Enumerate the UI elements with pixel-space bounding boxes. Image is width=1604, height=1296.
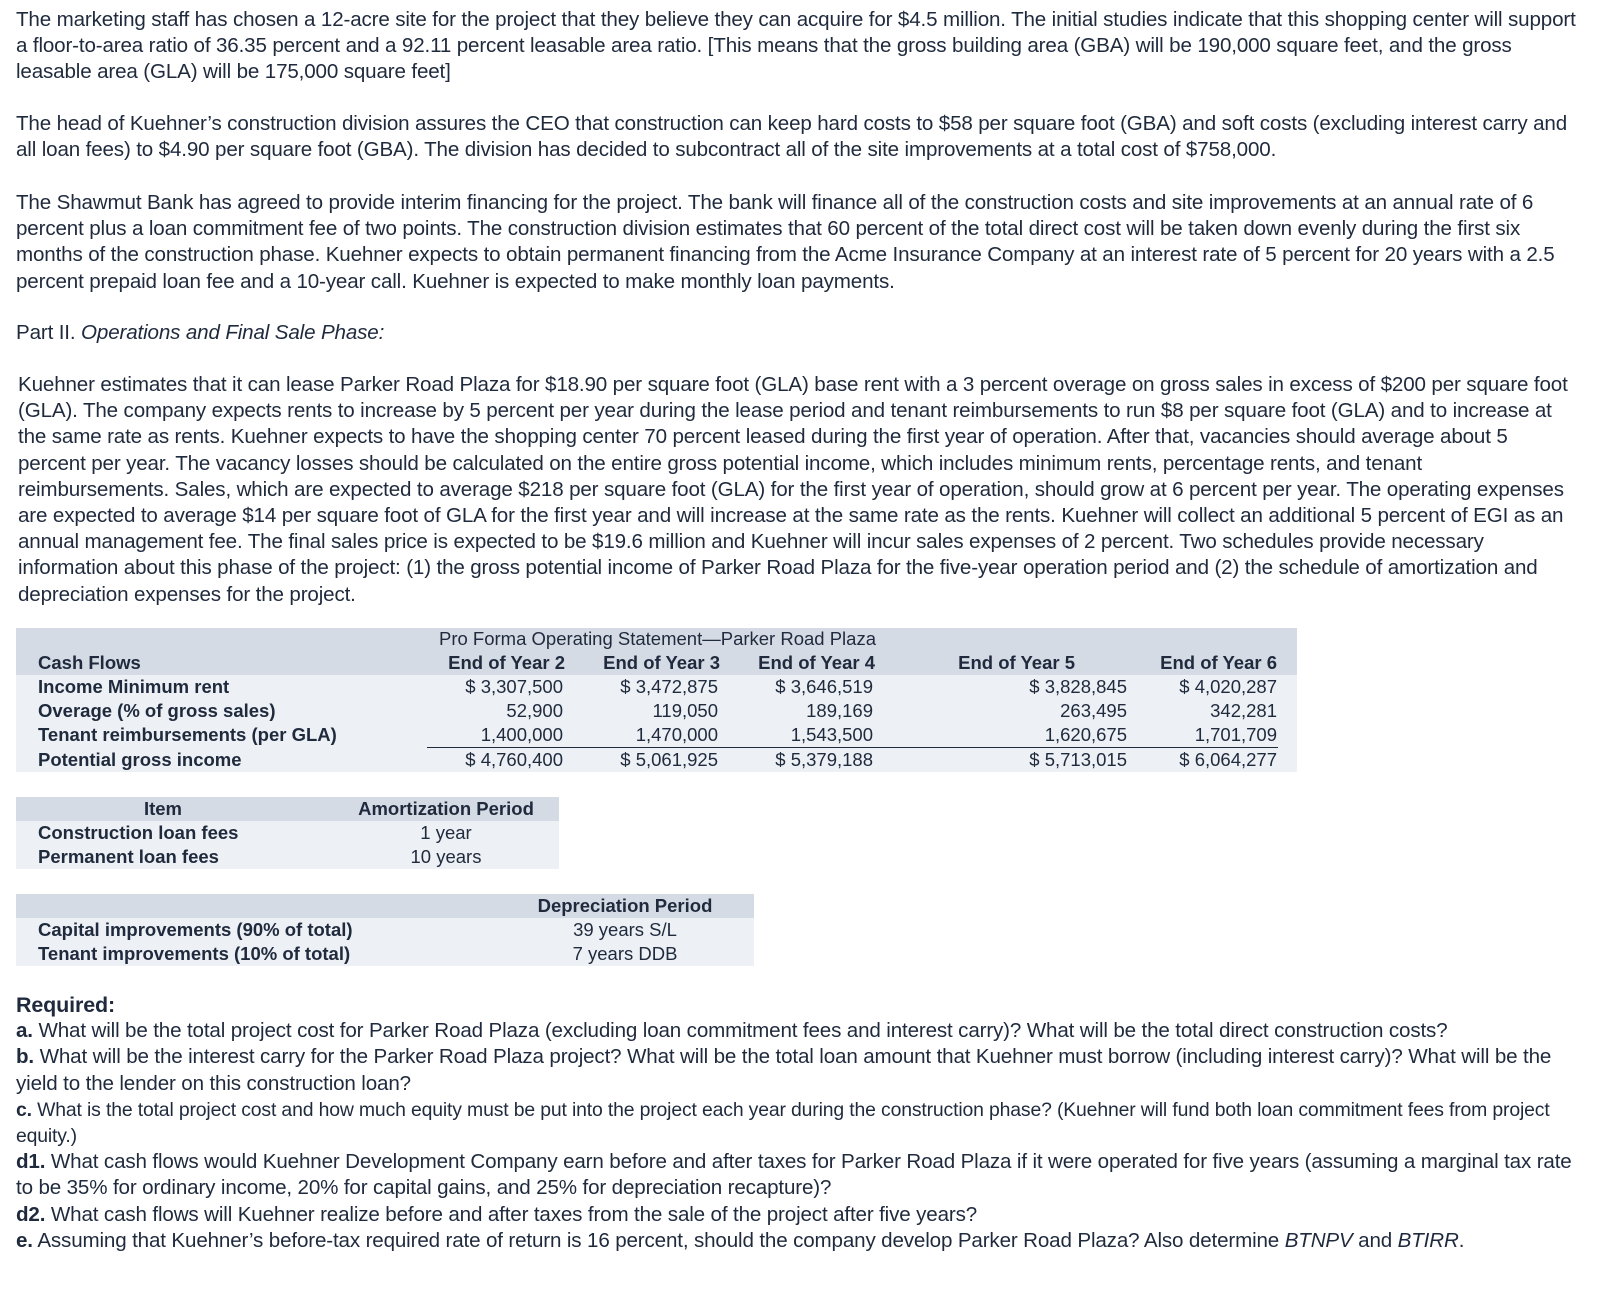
depreciation-row-value: 39 years S/L	[573, 919, 677, 940]
proforma-cell: 1,620,675	[1044, 724, 1127, 745]
required-item-e: e. Assuming that Kuehner’s before-tax required rate of return is 16 percent, should the company develop Parker Road Plaza? Also determine BTNPV and BTIRR.	[16, 1228, 1465, 1252]
proforma-col-header: End of Year 5	[958, 652, 1075, 673]
required-item-c: c. What is the total project cost and how much equity must be put into the project each year during the construction phase? (Kuehner will fund both loan commitment fees from project equity.)	[16, 1098, 1550, 1148]
amortization-row-label: Construction loan fees	[38, 822, 239, 843]
proforma-cell: $ 5,379,188	[775, 749, 873, 770]
proforma-cell: $ 3,646,519	[775, 676, 873, 697]
proforma-cell: $ 6,064,277	[1179, 749, 1277, 770]
section-heading-title: Operations and Final Sale Phase:	[81, 321, 385, 344]
proforma-title: Pro Forma Operating Statement—Parker Road Plaza	[439, 628, 876, 649]
total-rule	[427, 747, 1278, 748]
proforma-row-header: Cash Flows	[38, 652, 141, 673]
required-item-b: b. What will be the interest carry for the Parker Road Plaza project? What will be the total loan amount that Kuehner must borrow (including interest carry)? What will be the yield to the lender on this construction loan?	[16, 1045, 1552, 1095]
required-item-a: a. What will be the total project cost for Parker Road Plaza (excluding loan commitment fees and interest carry)? What will be the total direct construction costs?	[16, 1019, 1448, 1043]
required-item-d1: d1. What cash flows would Kuehner Development Company earn before and after taxes for Parker Road Plaza if it were operated for five years (assuming a marginal tax rate to be 35% for ordinary income, 20% for capital gains, and 25% for depreciation recapture)?	[16, 1150, 1572, 1200]
proforma-col-header: End of Year 4	[758, 652, 875, 673]
proforma-cell: $ 5,061,925	[620, 749, 718, 770]
amortization-col-period: Amortization Period	[358, 798, 534, 819]
proforma-row-label: Overage (% of gross sales)	[38, 700, 276, 721]
proforma-cell: 1,470,000	[635, 724, 718, 745]
proforma-cell: 1,400,000	[480, 724, 563, 745]
proforma-cell: $ 3,472,875	[620, 676, 718, 697]
proforma-cell: $ 3,307,500	[465, 676, 563, 697]
proforma-cell: 52,900	[506, 700, 563, 721]
proforma-col-header: End of Year 2	[448, 652, 565, 673]
depreciation-row-label: Tenant improvements (10% of total)	[38, 943, 351, 964]
proforma-row-label: Income Minimum rent	[38, 676, 230, 697]
proforma-row-label: Tenant reimbursements (per GLA)	[38, 724, 337, 745]
required-item-d2: d2. What cash flows will Kuehner realize before and after taxes from the sale of the project after five years?	[16, 1202, 978, 1226]
paragraph-site-acquisition: The marketing staff has chosen a 12-acre site for the project that they believe they can acquire for $4.5 million. The initial studies indicate that this shopping center will support a floor-to-area ratio of 36.35 percent and a 92.11 percent leasable area ratio. [This means that the gross building area (GBA) will be 190,000 square feet, and the gross leasable area (GLA) will be 175,000 square feet]	[16, 8, 1576, 84]
paragraph-construction-costs: The head of Kuehner’s construction division assures the CEO that construction can keep hard costs to $58 per square foot (GBA) and soft costs (excluding interest carry and all loan fees) to $4.90 per square foot (GBA). The division has decided to subcontract all of the site improvements at a total cost of $758,000.	[16, 112, 1567, 162]
amortization-row-label: Permanent loan fees	[38, 846, 219, 867]
depreciation-row-label: Capital improvements (90% of total)	[38, 919, 353, 940]
proforma-cell: 1,543,500	[790, 724, 873, 745]
proforma-cell: 263,495	[1060, 700, 1127, 721]
paragraph-financing: The Shawmut Bank has agreed to provide interim financing for the project. The bank will finance all of the construction costs and site improvements at an annual rate of 6 percent plus a loan commitment fee of two points. The construction division estimates that 60 percent of the total direct cost will be taken down evenly during the first six months of the construction phase. Kuehner expects to obtain permanent financing from the Acme Insurance Company at an interest rate of 5 percent for 20 years with a 2.5 percent prepaid loan fee and a 10-year call. Kuehner is expected to make monthly loan payments.	[16, 191, 1555, 293]
depreciation-row-value: 7 years DDB	[572, 943, 678, 964]
proforma-cell: $ 4,020,287	[1179, 676, 1277, 697]
amortization-row-value: 10 years	[410, 846, 482, 867]
proforma-cell: 119,050	[652, 700, 718, 721]
section-heading-part-ii	[16, 320, 1576, 346]
section-heading-prefix: Part II.	[16, 321, 82, 344]
amortization-col-item: Item	[143, 798, 183, 819]
proforma-row-label: Potential gross income	[38, 749, 242, 770]
proforma-col-header: End of Year 3	[603, 652, 720, 673]
depreciation-col-period: Depreciation Period	[537, 895, 713, 916]
paragraph-operations: Kuehner estimates that it can lease Parker Road Plaza for $18.90 per square foot (GLA) base rent with a 3 percent overage on gross sales in excess of $200 per square foot (GLA). The company expects rents to increase by 5 percent per year during the lease period and tenant reimbursements to run $8 per square foot (GLA) and to increase at the same rate as rents. Kuehner expects to have the shopping center 70 percent leased during the first year of operation. After that, vacancies should average about 5 percent per year. The vacancy losses should be calculated on the entire gross potential income, which includes minimum rents, percentage rents, and tenant reimbursements. Sales, which are expected to average $218 per square foot (GLA) for the first year of operation, should grow at 6 percent per year. The operating expenses are expected to average $14 per square foot of GLA for the first year and will increase at the same rate as the rents. Kuehner will collect an additional 5 percent of EGI as an annual management fee. The final sales price is expected to be $19.6 million and Kuehner will incur sales expenses of 2 percent. Two schedules provide necessary information about this phase of the project: (1) the gross potential income of Parker Road Plaza for the five-year operation period and (2) the schedule of amortization and depreciation expenses for the project.	[18, 373, 1568, 606]
proforma-cell: $ 3,828,845	[1029, 676, 1127, 697]
required-section	[16, 992, 1576, 1254]
proforma-cell: 342,281	[1210, 700, 1277, 721]
proforma-cell: 1,701,709	[1194, 724, 1277, 745]
proforma-col-header: End of Year 6	[1160, 652, 1277, 673]
amortization-row-value: 1 year	[420, 822, 472, 843]
proforma-cell: $ 5,713,015	[1029, 749, 1127, 770]
required-heading: Required:	[16, 993, 115, 1017]
proforma-cell: 189,169	[806, 700, 873, 721]
proforma-cell: $ 4,760,400	[465, 749, 563, 770]
